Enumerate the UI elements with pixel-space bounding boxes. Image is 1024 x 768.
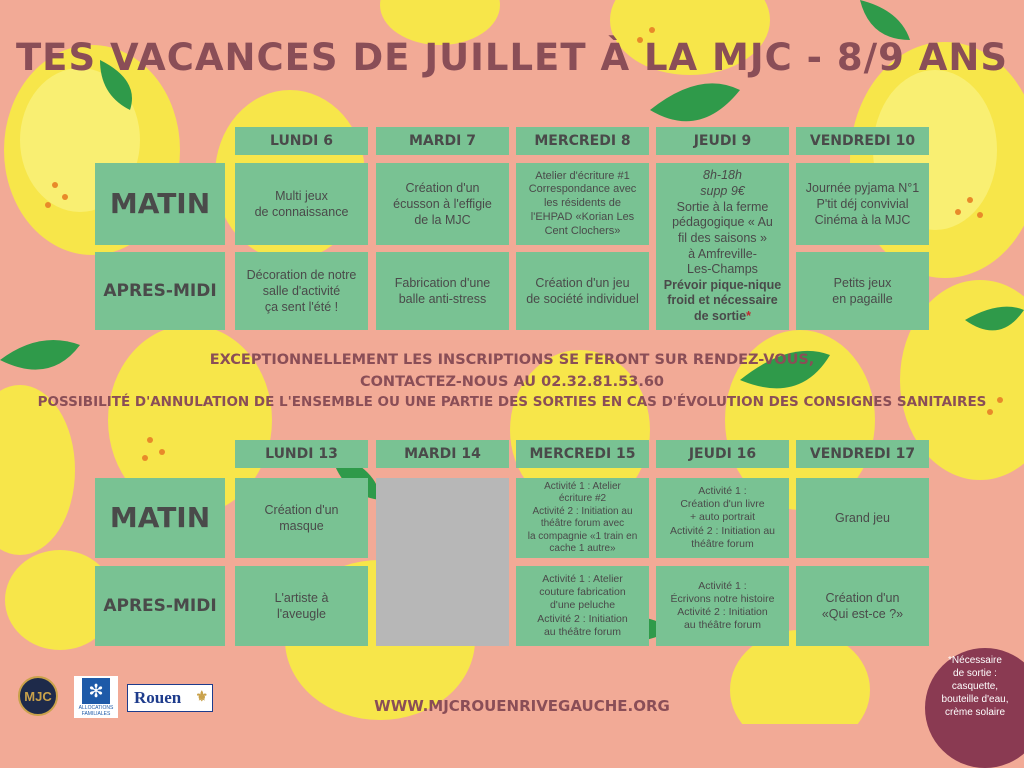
week2-matin-activity: Activité 1 : Atelier écriture #2 Activité 2 : Initiation au théâtre forum avec la compagnie «1 train en cache 1 autre» <box>516 478 649 558</box>
sortie-star: * <box>746 309 751 323</box>
notice-line: CONTACTEZ-NOUS AU 02.32.81.53.60 <box>359 374 665 390</box>
footnote-text: *Nécessaire de sortie : casquette, bouteille d'eau, crème solaire <box>941 655 1009 718</box>
week1-apres-midi-activity: Décoration de notre salle d'activité ça sent l'été ! <box>235 252 368 330</box>
leaf-icon <box>650 83 740 121</box>
week2-row-label-matin: MATIN <box>95 478 225 558</box>
sortie-hours: 8h-18h <box>703 168 742 183</box>
week2-matin-activity: Activité 1 : Création d'un livre + auto portrait Activité 2 : Initiation au théâtre forum <box>656 478 789 558</box>
caf-logo-text: ALLOCATIONS FAMILIALES <box>78 705 114 717</box>
notice-line: POSSIBILITÉ D'ANNULATION DE L'ENSEMBLE OU UNE PARTIE DES SORTIES EN CAS D'ÉVOLUTION DES CONSIGNES SANITAIRES <box>37 394 987 410</box>
week2-matin-activity: Grand jeu <box>796 478 929 558</box>
week2-day-header: LUNDI 13 <box>235 440 368 468</box>
week1-matin-activity: Atelier d'écriture #1 Correspondance avec les résidents de l'EHPAD «Korian Les Cent Clochers» <box>516 163 649 245</box>
rouen-logo <box>127 684 213 712</box>
week2-apres-midi-activity: Activité 1 : Écrivons notre histoire Activité 2 : Initiation au théâtre forum <box>656 566 789 646</box>
week1-day-header: VENDREDI 10 <box>796 127 929 155</box>
week2-apres-midi-activity: Activité 1 : Atelier couture fabrication d'une peluche Activité 2 : Initiation au théâtre forum <box>516 566 649 646</box>
week1-matin-activity: Création d'un écusson à l'effigie de la MJC <box>376 163 509 245</box>
week2-apres-midi-activity: L'artiste à l'aveugle <box>235 566 368 646</box>
week1-matin-activity: Multi jeux de connaissance <box>235 163 368 245</box>
week1-jeudi-sortie <box>656 163 789 330</box>
week2-matin-activity: Création d'un masque <box>235 478 368 558</box>
sortie-reminder-text: Prévoir pique-nique froid et nécessaire de sortie <box>663 277 782 323</box>
lemon-icon <box>0 385 75 555</box>
leaf-icon <box>860 0 910 40</box>
website-link[interactable]: WWW.MJCROUENRIVEGAUCHE.ORG <box>374 697 670 715</box>
week2-day-header: MERCREDI 15 <box>516 440 649 468</box>
week2-day-header: VENDREDI 17 <box>796 440 929 468</box>
mjc-logo <box>18 676 58 716</box>
week1-apres-midi-activity: Fabrication d'une balle anti-stress <box>376 252 509 330</box>
notice-line: EXCEPTIONNELLEMENT LES INSCRIPTIONS SE FERONT SUR RENDEZ-VOUS, <box>209 352 815 368</box>
week1-row-label-apres-midi: APRES-MIDI <box>95 252 225 330</box>
mjc-logo-text: MJC <box>24 688 52 704</box>
week2-day-header: MARDI 14 <box>376 440 509 468</box>
week2-row-label-apres-midi: APRES-MIDI <box>95 566 225 646</box>
page-title: TES VACANCES DE JUILLET À LA MJC - 8/9 ANS <box>15 36 1009 79</box>
sortie-reminder <box>664 278 781 325</box>
week2-apres-midi-activity: Création d'un «Qui est-ce ?» <box>796 566 929 646</box>
closed-day-block <box>376 478 509 646</box>
week1-apres-midi-activity: Petits jeux en pagaille <box>796 252 929 330</box>
week1-day-header: MERCREDI 8 <box>516 127 649 155</box>
sortie-description: Sortie à la ferme pédagogique « Au fil des saisons » à Amfreville- Les-Champs <box>672 199 773 277</box>
caf-logo <box>74 676 118 718</box>
week1-apres-midi-activity: Création d'un jeu de société individuel <box>516 252 649 330</box>
week1-day-header: MARDI 7 <box>376 127 509 155</box>
rouen-mark-icon: ⚜ <box>195 690 208 705</box>
sortie-supplement: supp 9€ <box>700 184 745 198</box>
week1-day-header: LUNDI 6 <box>235 127 368 155</box>
week1-day-header: JEUDI 9 <box>656 127 789 155</box>
week2-day-header: JEUDI 16 <box>656 440 789 468</box>
week1-row-label-matin: MATIN <box>95 163 225 245</box>
week1-matin-activity: Journée pyjama N°1 P'tit déj convivial Cinéma à la MJC <box>796 163 929 245</box>
rouen-logo-text: Rouen <box>134 688 182 707</box>
caf-emblem-icon: ✻ <box>82 678 110 704</box>
